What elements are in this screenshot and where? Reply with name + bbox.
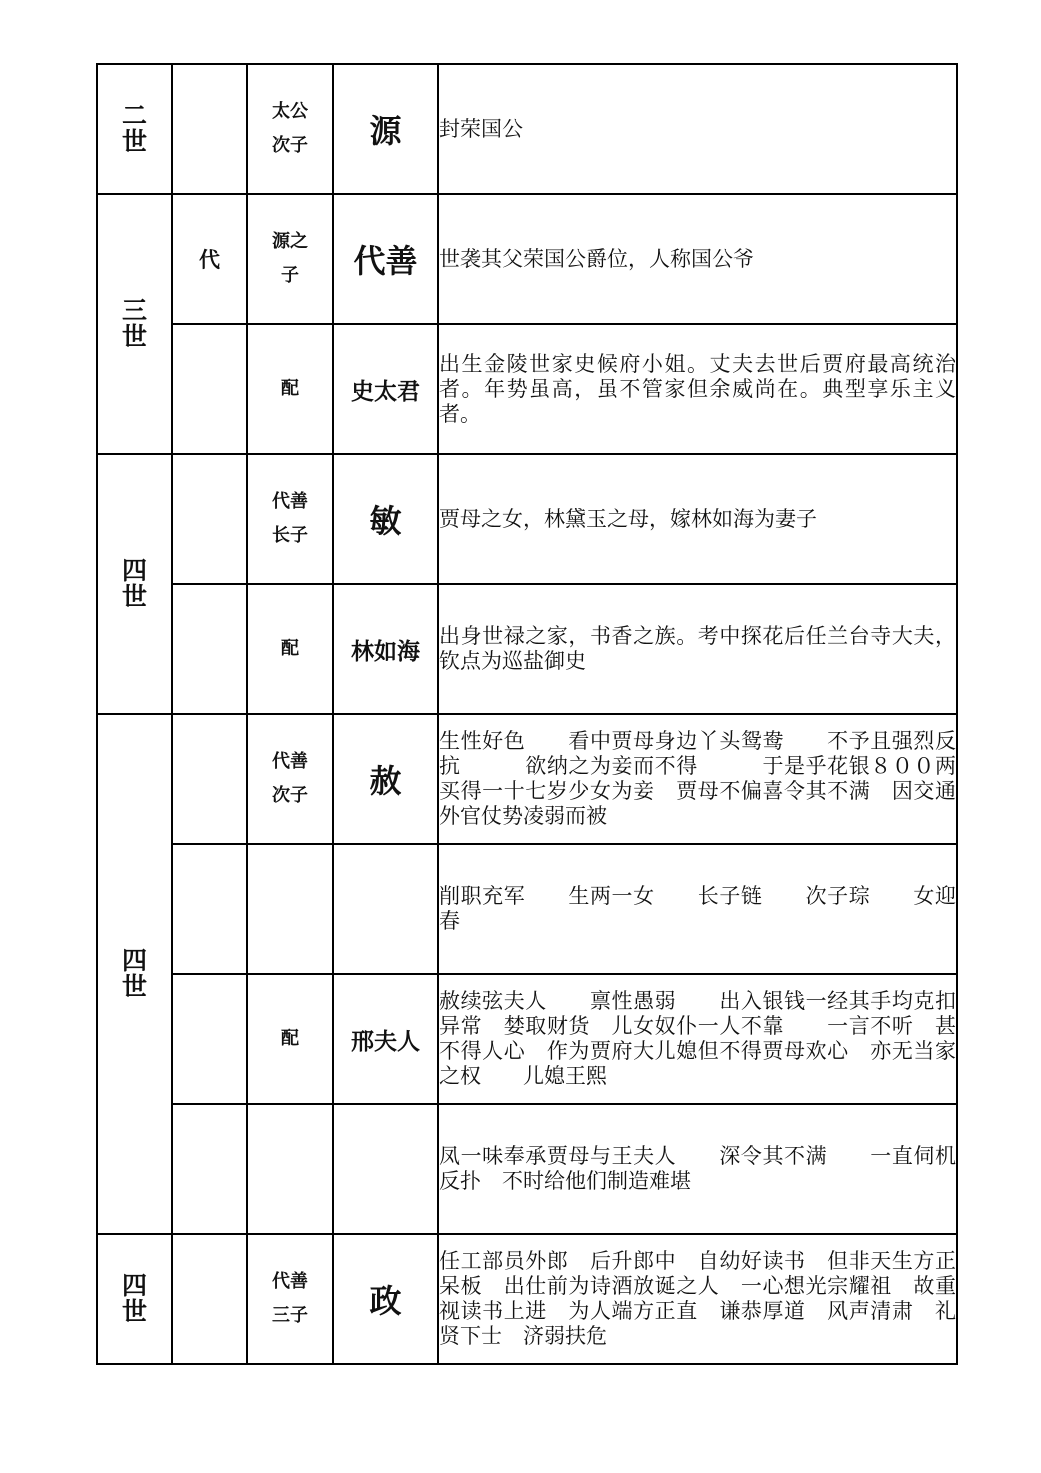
table-row (97, 1104, 957, 1234)
description-cell (438, 1234, 957, 1364)
table-row (97, 714, 957, 844)
table-row (97, 324, 957, 454)
person-name: 史太君 (351, 377, 420, 405)
person-description: 世袭其父荣国公爵位，人称国公爷 (439, 246, 754, 271)
branch-cell (172, 844, 247, 974)
relation-cell (247, 584, 333, 714)
description-cell (438, 64, 957, 194)
name-cell (333, 324, 438, 454)
relation-cell (247, 974, 333, 1104)
description-cell (438, 714, 957, 844)
person-description: 贾母之女，林黛玉之母，嫁林如海为妻子 (439, 506, 817, 531)
person-name: 代善 (353, 242, 418, 280)
branch-cell (172, 324, 247, 454)
person-description: 生性好色 看中贾母身边丫头鸳鸯 不予且强烈反抗 欲纳之为妾而不得 于是乎花银８００两买得一十七岁少女为妾 贾母不偏喜令其不满 因交通外官仗势凌弱而被 (439, 729, 956, 828)
branch-cell (172, 1234, 247, 1364)
person-name: 敏 (369, 502, 402, 540)
description-cell (438, 454, 957, 584)
generation-cell (97, 1234, 172, 1364)
relation-cell (247, 454, 333, 584)
person-description: 赦续弦夫人 禀性愚弱 出入银钱一经其手均克扣异常 婪取财货 儿女奴仆一人不靠 一言不听 甚不得人心 作为贾府大儿媳但不得贾母欢心 亦无当家之权 儿媳王熙 (439, 989, 956, 1088)
branch-cell (172, 454, 247, 584)
person-description: 封荣国公 (439, 116, 523, 141)
relation-cell (247, 194, 333, 324)
name-cell (333, 584, 438, 714)
table-row (97, 64, 957, 194)
relation-label: 代善次子 (272, 751, 308, 806)
person-name: 林如海 (351, 637, 420, 665)
table-row (97, 974, 957, 1104)
name-cell (333, 714, 438, 844)
person-name: 邢夫人 (351, 1027, 420, 1055)
name-cell (333, 1234, 438, 1364)
person-description: 出生金陵世家史候府小姐。丈夫去世后贾府最高统治者。年势虽高，虽不管家但余威尚在。典型享乐主义者。 (439, 351, 956, 426)
generation-label: 四世 (121, 1271, 147, 1326)
relation-cell (247, 1104, 333, 1234)
table-row (97, 1234, 957, 1364)
relation-label: 配 (281, 638, 299, 659)
generation-label: 三世 (121, 296, 147, 351)
person-description: 削职充军 生两一女 长子链 次子琮 女迎春 (439, 884, 956, 933)
branch-cell (172, 194, 247, 324)
branch-cell (172, 584, 247, 714)
relation-label: 配 (281, 1028, 299, 1049)
person-name: 赦 (369, 762, 402, 800)
genealogy-sheet (96, 63, 958, 1365)
branch-cell (172, 1104, 247, 1234)
generation-cell (97, 454, 172, 714)
description-cell (438, 844, 957, 974)
table-row (97, 454, 957, 584)
name-cell (333, 974, 438, 1104)
description-cell (438, 584, 957, 714)
relation-label: 太公次子 (272, 101, 308, 156)
relation-cell (247, 844, 333, 974)
generation-label: 四世 (121, 946, 147, 1001)
relation-label: 源之子 (272, 231, 308, 286)
branch-cell (172, 714, 247, 844)
description-cell (438, 324, 957, 454)
generation-cell (97, 194, 172, 454)
generation-label: 四世 (121, 556, 147, 611)
relation-cell (247, 714, 333, 844)
name-cell (333, 844, 438, 974)
branch-cell (172, 64, 247, 194)
person-description: 凤一味奉承贾母与王夫人 深令其不满 一直伺机反扑 不时给他们制造难堪 (439, 1144, 956, 1193)
generation-cell (97, 714, 172, 1234)
relation-cell (247, 64, 333, 194)
relation-label: 代善长子 (272, 491, 308, 546)
person-name: 源 (369, 112, 402, 150)
person-name: 政 (369, 1282, 402, 1320)
description-cell (438, 974, 957, 1104)
name-cell (333, 454, 438, 584)
branch-cell (172, 974, 247, 1104)
table-row (97, 584, 957, 714)
table-row (97, 844, 957, 974)
name-cell (333, 64, 438, 194)
branch-label: 代 (199, 247, 220, 272)
description-cell (438, 194, 957, 324)
person-description: 任工部员外郎 后升郎中 自幼好读书 但非天生方正呆板 出仕前为诗酒放诞之人 一心想光宗耀祖 故重视读书上进 为人端方正直 谦恭厚道 风声清肃 礼贤下士 济弱扶危 (439, 1249, 956, 1348)
relation-label: 配 (281, 378, 299, 399)
relation-cell (247, 324, 333, 454)
generation-label: 二世 (121, 101, 147, 156)
relation-cell (247, 1234, 333, 1364)
relation-label: 代善三子 (272, 1271, 308, 1326)
person-description: 出身世禄之家，书香之族。考中探花后任兰台寺大夫，钦点为巡盐御史 (439, 624, 956, 673)
generation-cell (97, 64, 172, 194)
name-cell (333, 194, 438, 324)
genealogy-table (96, 63, 958, 1365)
name-cell (333, 1104, 438, 1234)
description-cell (438, 1104, 957, 1234)
table-row (97, 194, 957, 324)
